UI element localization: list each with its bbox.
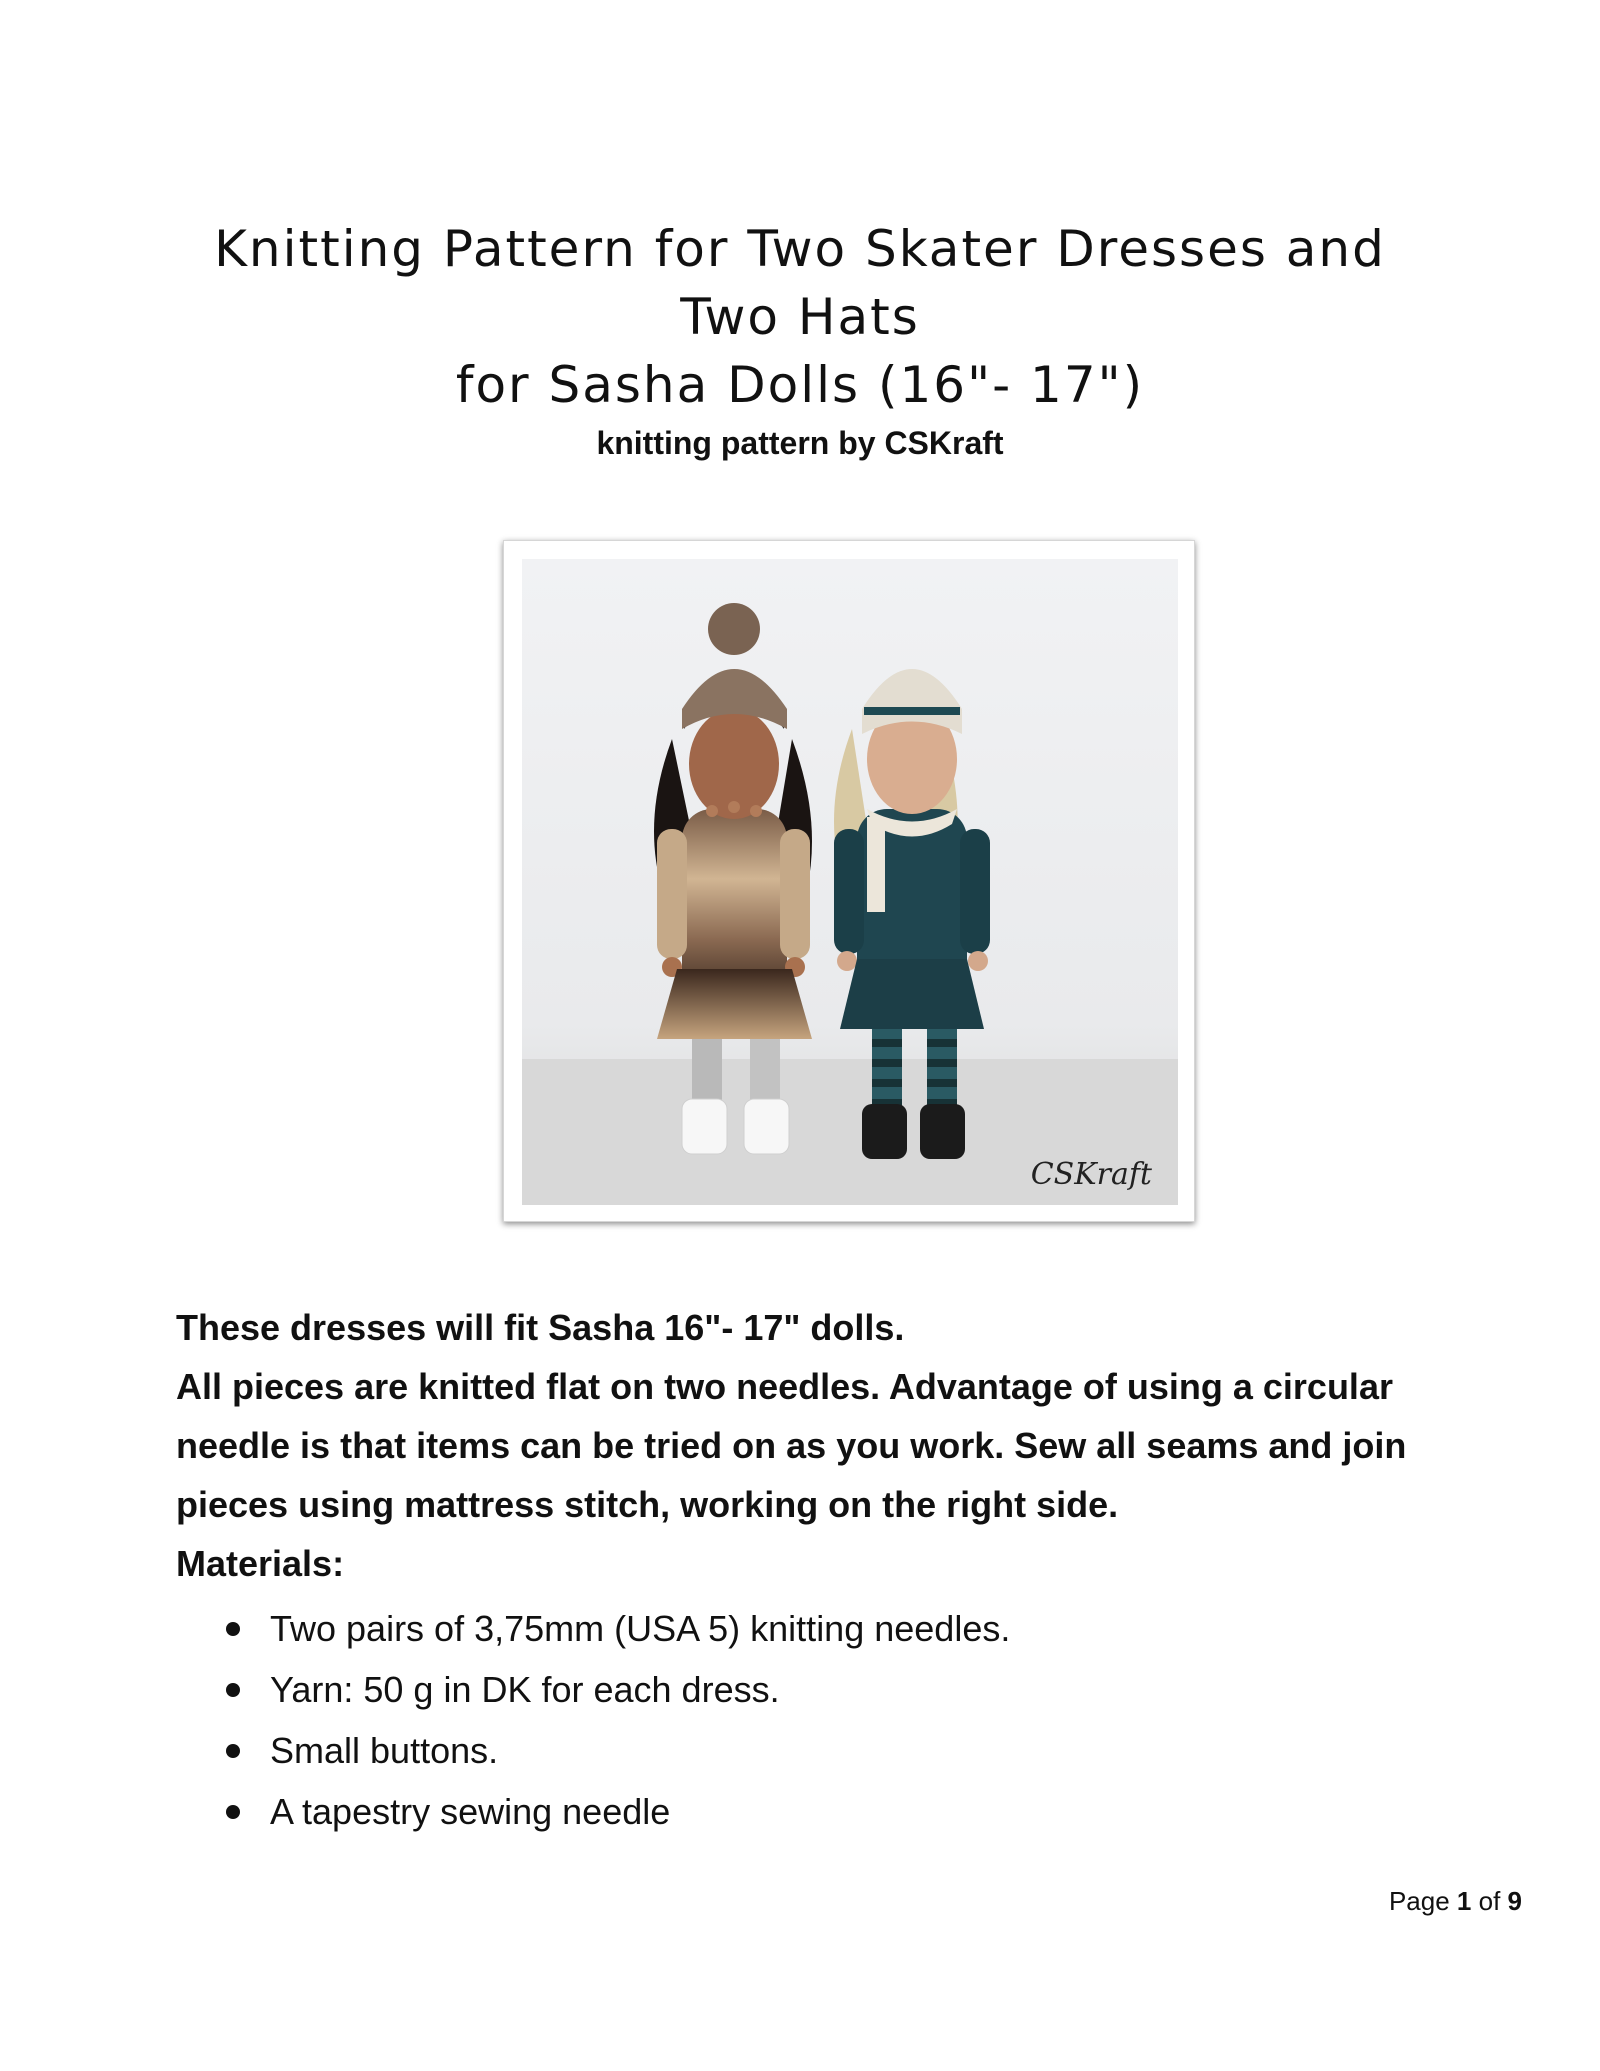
of-label: of [1478, 1886, 1501, 1916]
page-number [1389, 1886, 1522, 1917]
dolls-photo [522, 559, 1178, 1205]
fit-note: These dresses will fit Sasha 16"- 17" dolls. [176, 1307, 905, 1348]
bullet-icon [226, 1744, 240, 1758]
intro-text [176, 1298, 1456, 1593]
document-title-line-2: Two Hats [680, 288, 920, 346]
title-block [0, 215, 1600, 462]
bullet-icon [226, 1805, 240, 1819]
document-title-line-3: for Sasha Dolls (16"- 17") [455, 356, 1145, 414]
page-total: 9 [1507, 1886, 1522, 1916]
document-title-line-1: Knitting Pattern for Two Skater Dresses and [214, 220, 1386, 278]
product-photo-frame [503, 540, 1195, 1222]
materials-list [226, 1598, 1010, 1842]
construction-note: All pieces are knitted flat on two needles. Advantage of using a circular needle is that items can be tried on as you work. Sew all seams and join pieces using mattress stitch, working on the right side. [176, 1366, 1407, 1525]
bullet-icon [226, 1683, 240, 1697]
list-item: Two pairs of 3,75mm (USA 5) knitting needles. [226, 1598, 1010, 1659]
author-byline: knitting pattern by CSKraft [596, 425, 1004, 461]
bullet-icon [226, 1622, 240, 1636]
photo-watermark: CSKraft [1030, 1157, 1152, 1192]
materials-heading: Materials: [176, 1543, 345, 1584]
list-item: Small buttons. [226, 1720, 1010, 1781]
list-item: A tapestry sewing needle [226, 1781, 1010, 1842]
page-label: Page [1388, 1886, 1450, 1916]
page-current: 1 [1456, 1886, 1472, 1916]
list-item: Yarn: 50 g in DK for each dress. [226, 1659, 1010, 1720]
